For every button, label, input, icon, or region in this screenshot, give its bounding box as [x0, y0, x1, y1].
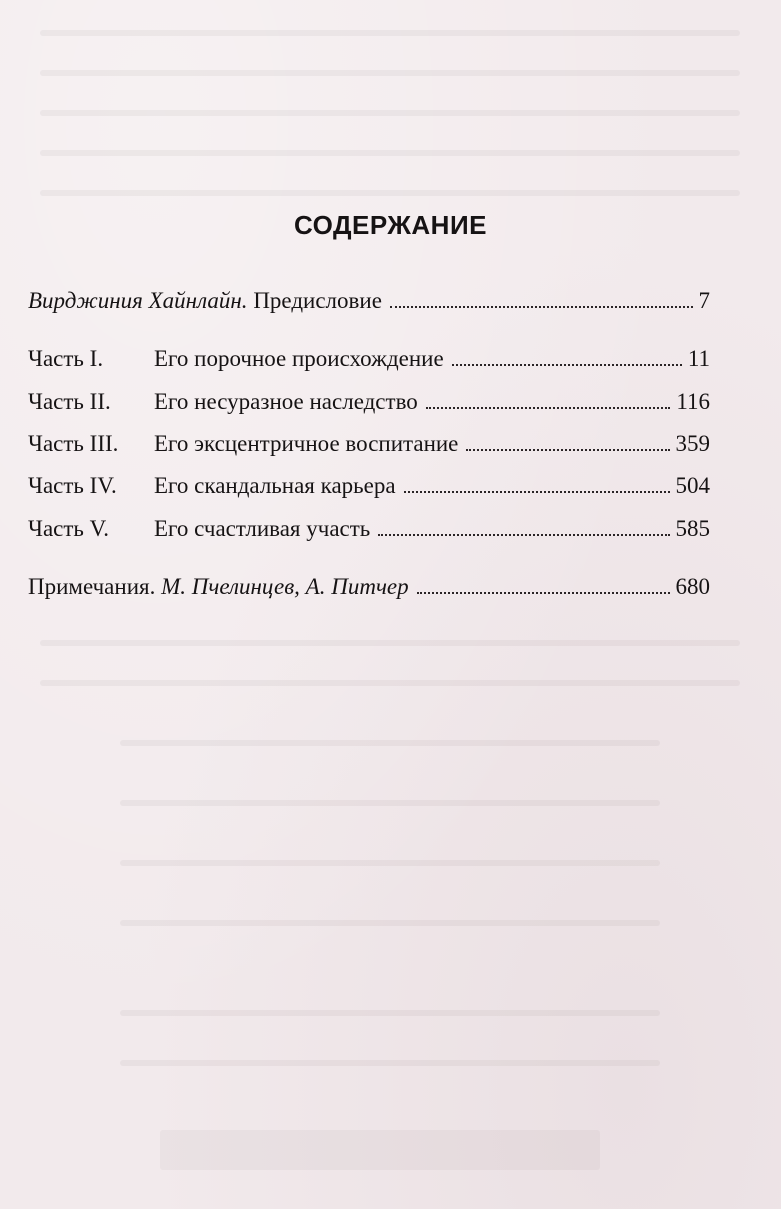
- bleed-through-line: [40, 30, 740, 36]
- part-title: Его несуразное наследство: [154, 389, 418, 414]
- toc-entry-part-1[interactable]: [28, 344, 710, 374]
- toc-entry-preface[interactable]: [28, 286, 710, 316]
- bleed-through-line: [40, 640, 740, 646]
- part-number: Часть V.: [28, 516, 110, 541]
- toc-entry-part-3[interactable]: [28, 429, 710, 459]
- part-title: Его эксцентричное воспитание: [154, 431, 459, 456]
- bleed-through-barcode: [160, 1130, 600, 1170]
- toc-entry-part-4[interactable]: [28, 471, 710, 501]
- dot-leader: [378, 533, 669, 536]
- bleed-through-line: [40, 150, 740, 156]
- notes-title: Примечания.: [28, 574, 156, 599]
- preface-page-number: 7: [698, 288, 710, 313]
- bleed-through-line: [120, 860, 660, 866]
- bleed-through-line: [40, 190, 740, 196]
- bleed-through-line: [40, 110, 740, 116]
- toc-entry-part-2[interactable]: [28, 387, 710, 417]
- dot-leader: [452, 363, 682, 366]
- dot-leader: [417, 591, 670, 594]
- toc-entry-notes[interactable]: [28, 572, 710, 602]
- bleed-through-line: [120, 740, 660, 746]
- part-number: Часть IV.: [28, 473, 117, 498]
- part-title: Его счастливая участь: [154, 516, 371, 541]
- bleed-through-line: [40, 70, 740, 76]
- bleed-through-line: [120, 800, 660, 806]
- dot-leader: [390, 305, 693, 308]
- bleed-through-line: [120, 920, 660, 926]
- toc-entry-part-5[interactable]: [28, 514, 710, 544]
- preface-title: Предисловие: [253, 288, 382, 313]
- notes-page-number: 680: [675, 574, 710, 599]
- part-title: Его порочное происхождение: [154, 346, 444, 371]
- part-number: Часть III.: [28, 431, 119, 456]
- part-number: Часть II.: [28, 389, 111, 414]
- dot-leader: [426, 406, 671, 409]
- preface-author: Вирджиния Хайнлайн.: [28, 288, 248, 313]
- notes-authors: М. Пчелинцев, А. Питчер: [161, 574, 409, 599]
- toc-heading: СОДЕРЖАНИЕ: [294, 210, 487, 240]
- part-page-number: 585: [675, 516, 710, 541]
- bleed-through-line: [120, 1010, 660, 1016]
- part-title: Его скандальная карьера: [154, 473, 396, 498]
- bleed-through-line: [40, 680, 740, 686]
- part-page-number: 359: [675, 431, 710, 456]
- part-page-number: 116: [676, 389, 710, 414]
- part-number: Часть I.: [28, 346, 104, 371]
- part-page-number: 11: [687, 346, 710, 371]
- dot-leader: [466, 448, 669, 451]
- bleed-through-line: [120, 1060, 660, 1066]
- part-page-number: 504: [675, 473, 710, 498]
- dot-leader: [404, 490, 670, 493]
